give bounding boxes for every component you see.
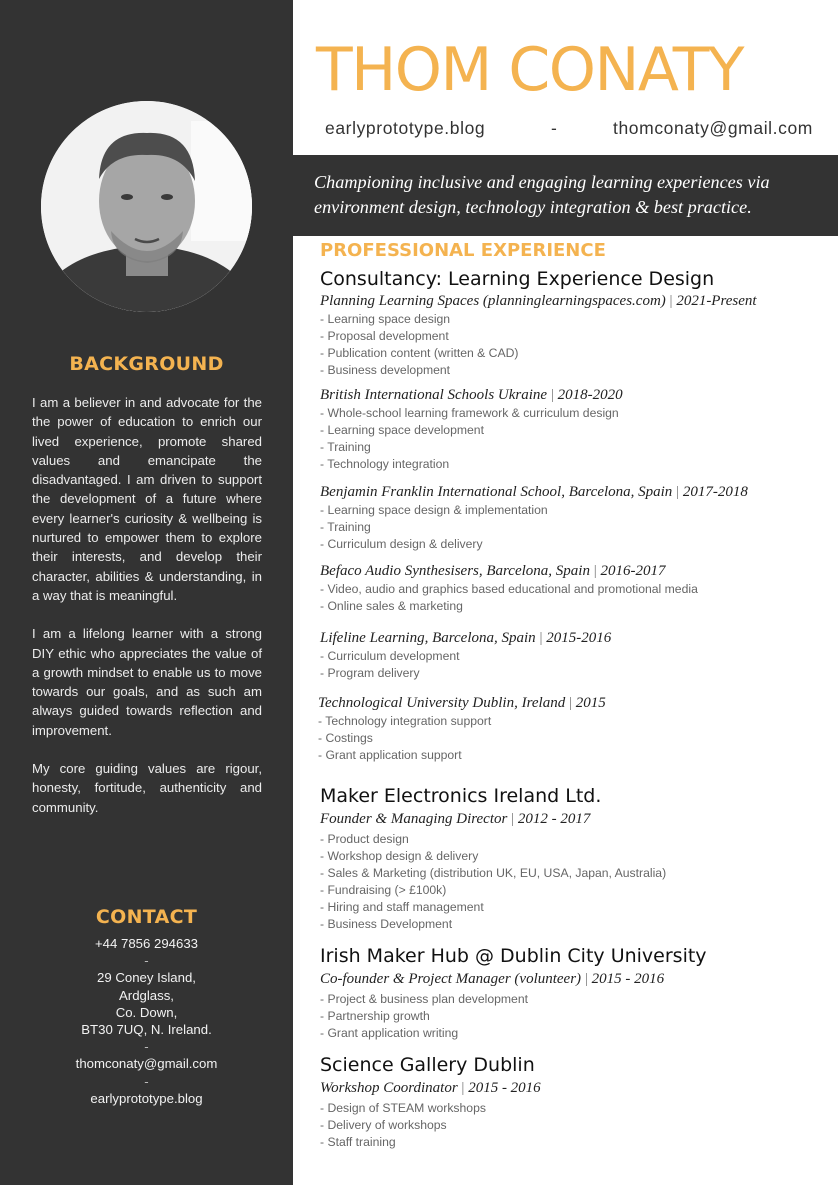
profile-photo: [41, 101, 252, 312]
role-items: [318, 713, 818, 764]
list-item: - Workshop design & delivery: [320, 849, 479, 863]
role-name: Planning Learning Spaces (planninglearningspaces.com): [320, 293, 666, 309]
role-name: Befaco Audio Synthesisers, Barcelona, Spain: [320, 563, 590, 579]
company-name: Irish Maker Hub @ Dublin City University: [320, 945, 707, 967]
company-block: [320, 784, 820, 933]
company-block: [320, 1053, 820, 1151]
role-name: Founder & Managing Director: [320, 811, 508, 827]
header-separator: -: [551, 118, 558, 138]
role-title: Benjamin Franklin International School, Barcelona, Spain | 2017-2018: [320, 484, 748, 500]
contact-separator: -: [144, 1073, 149, 1089]
role-items: [320, 405, 820, 473]
list-item: - Fundraising (> £100k): [320, 883, 447, 897]
role-block: [320, 291, 820, 379]
page-title: THOM CONATY: [316, 35, 744, 105]
list-item: - Grant application support: [318, 748, 462, 762]
company-name: Maker Electronics Ireland Ltd.: [320, 785, 602, 807]
list-item: - Curriculum design & delivery: [320, 537, 483, 551]
role-dates: 2021-Present: [676, 293, 757, 309]
role-items: [320, 311, 820, 379]
role-dates: 2016-2017: [600, 563, 666, 579]
portrait-photo-icon: [41, 101, 252, 312]
contact-phone[interactable]: +44 7856 294633: [94, 936, 199, 951]
role-block: [320, 628, 820, 682]
role-block: [318, 693, 818, 764]
background-text: [32, 393, 262, 836]
list-item: - Video, audio and graphics based educational and promotional media: [320, 582, 698, 596]
role-name: Lifeline Learning, Barcelona, Spain: [320, 630, 536, 646]
role-name: Workshop Coordinator: [320, 1080, 458, 1096]
contact-blog-link[interactable]: earlyprototype.blog: [90, 1090, 203, 1106]
list-item: - Business Development: [320, 917, 453, 931]
role-block: [320, 385, 820, 473]
role-name: British International Schools Ukraine: [320, 387, 548, 403]
contact-block: [0, 935, 293, 1107]
list-item: - Online sales & marketing: [320, 599, 463, 613]
list-item: - Training: [320, 440, 371, 454]
role-items: [320, 648, 820, 682]
contact-address-line: 29 Coney Island,: [97, 970, 196, 986]
role-dates: 2012 - 2017: [517, 811, 591, 827]
role-dates: 2015: [575, 695, 606, 711]
role-title: Planning Learning Spaces (planninglearningspaces.com) | 2021-Present: [320, 293, 757, 309]
list-item: - Project & business plan development: [320, 992, 528, 1006]
role-items: [320, 991, 820, 1042]
contact-address-line: Co. Down,: [115, 1004, 178, 1020]
role-name: Benjamin Franklin International School, Barcelona, Spain: [320, 484, 673, 500]
role-dates: 2015 - 2016: [591, 971, 665, 987]
role-title: Lifeline Learning, Barcelona, Spain | 2015-2016: [320, 630, 612, 646]
list-item: - Publication content (written & CAD): [320, 346, 519, 360]
role-name: Co-founder & Project Manager (volunteer): [320, 971, 582, 987]
role-dates: 2015-2016: [546, 630, 612, 646]
role-title: Co-founder & Project Manager (volunteer) | 2015 - 2016: [320, 971, 665, 987]
list-item: - Partnership growth: [320, 1009, 430, 1023]
list-item: - Business development: [320, 363, 451, 377]
role-dates: 2015 - 2016: [468, 1080, 541, 1096]
role-dates: 2018-2020: [557, 387, 623, 403]
background-paragraph: I am a lifelong learner with a strong DIY ethic who appreciates the value of a growth mindset to enable us to move towards our goals, and as such am always guided towards reflection and improvement.: [32, 626, 262, 738]
list-item: - Technology integration support: [318, 714, 492, 728]
role-name: Technological University Dublin, Ireland: [318, 695, 566, 711]
role-title: Founder & Managing Director | 2012 - 2017: [320, 811, 591, 827]
role-title: British International Schools Ukraine | 2018-2020: [320, 387, 623, 403]
role-items: [320, 502, 820, 553]
list-item: - Delivery of workshops: [320, 1118, 447, 1132]
role-title: Technological University Dublin, Ireland | 2015: [318, 695, 606, 711]
sidebar: [0, 0, 293, 1185]
role-title: Workshop Coordinator | 2015 - 2016: [320, 1080, 541, 1096]
list-item: - Whole-school learning framework & curriculum design: [320, 406, 619, 420]
list-item: - Costings: [318, 731, 373, 745]
list-item: - Program delivery: [320, 666, 420, 680]
list-item: - Proposal development: [320, 329, 449, 343]
contact-separator: -: [144, 1039, 149, 1055]
background-heading: BACKGROUND: [69, 353, 224, 375]
list-item: - Technology integration: [320, 457, 450, 471]
company-block: [320, 944, 820, 1042]
contact-address-line: BT30 7UQ, N. Ireland.: [81, 1022, 212, 1038]
tagline: Championing inclusive and engaging learning experiences via environment design, technology integration & best practice.: [293, 155, 838, 236]
role-items: [320, 581, 820, 615]
list-item: - Learning space development: [320, 423, 484, 437]
contact-address-line: Ardglass,: [119, 987, 174, 1003]
list-item: - Learning space design: [320, 312, 451, 326]
list-item: - Hiring and staff management: [320, 900, 484, 914]
list-item: - Sales & Marketing (distribution UK, EU, USA, Japan, Australia): [320, 866, 667, 880]
role-block: [320, 482, 820, 553]
header-links: [325, 118, 813, 142]
background-paragraph: I am a believer in and advocate for the the power of education to enrich our lived experience, promote shared values and emancipate the disadvantaged. I am driven to support the development of a future where every learner's curiosity & wellbeing is nurtured to empower them to explore their interests, and develop their character, abilities & understanding, in a way that is meaningful.: [32, 395, 262, 603]
role-items: [320, 1100, 820, 1151]
consultancy-block: [320, 267, 820, 292]
list-item: - Curriculum development: [320, 649, 460, 663]
list-item: - Design of STEAM workshops: [320, 1101, 486, 1115]
list-item: - Training: [320, 520, 371, 534]
company-name: Science Gallery Dublin: [320, 1054, 535, 1076]
list-item: - Staff training: [320, 1135, 396, 1149]
role-items: [320, 831, 820, 933]
role-title: Befaco Audio Synthesisers, Barcelona, Spain | 2016-2017: [320, 563, 666, 579]
role-dates: 2017-2018: [682, 484, 748, 500]
list-item: - Learning space design & implementation: [320, 503, 548, 517]
list-item: - Grant application writing: [320, 1026, 459, 1040]
background-paragraph: My core guiding values are rigour, honesty, fortitude, authenticity and community.: [32, 761, 262, 815]
contact-email-link[interactable]: thomconaty@gmail.com: [75, 1056, 218, 1072]
list-item: - Product design: [320, 832, 409, 846]
consultancy-title: Consultancy: Learning Experience Design: [320, 268, 715, 290]
experience-heading: PROFESSIONAL EXPERIENCE: [320, 240, 606, 261]
role-block: [320, 561, 820, 615]
contact-separator: -: [144, 953, 149, 969]
header-blog-link[interactable]: earlyprototype.blog: [325, 118, 486, 138]
contact-heading: CONTACT: [95, 906, 198, 928]
header-email-link[interactable]: thomconaty@gmail.com: [613, 118, 813, 138]
